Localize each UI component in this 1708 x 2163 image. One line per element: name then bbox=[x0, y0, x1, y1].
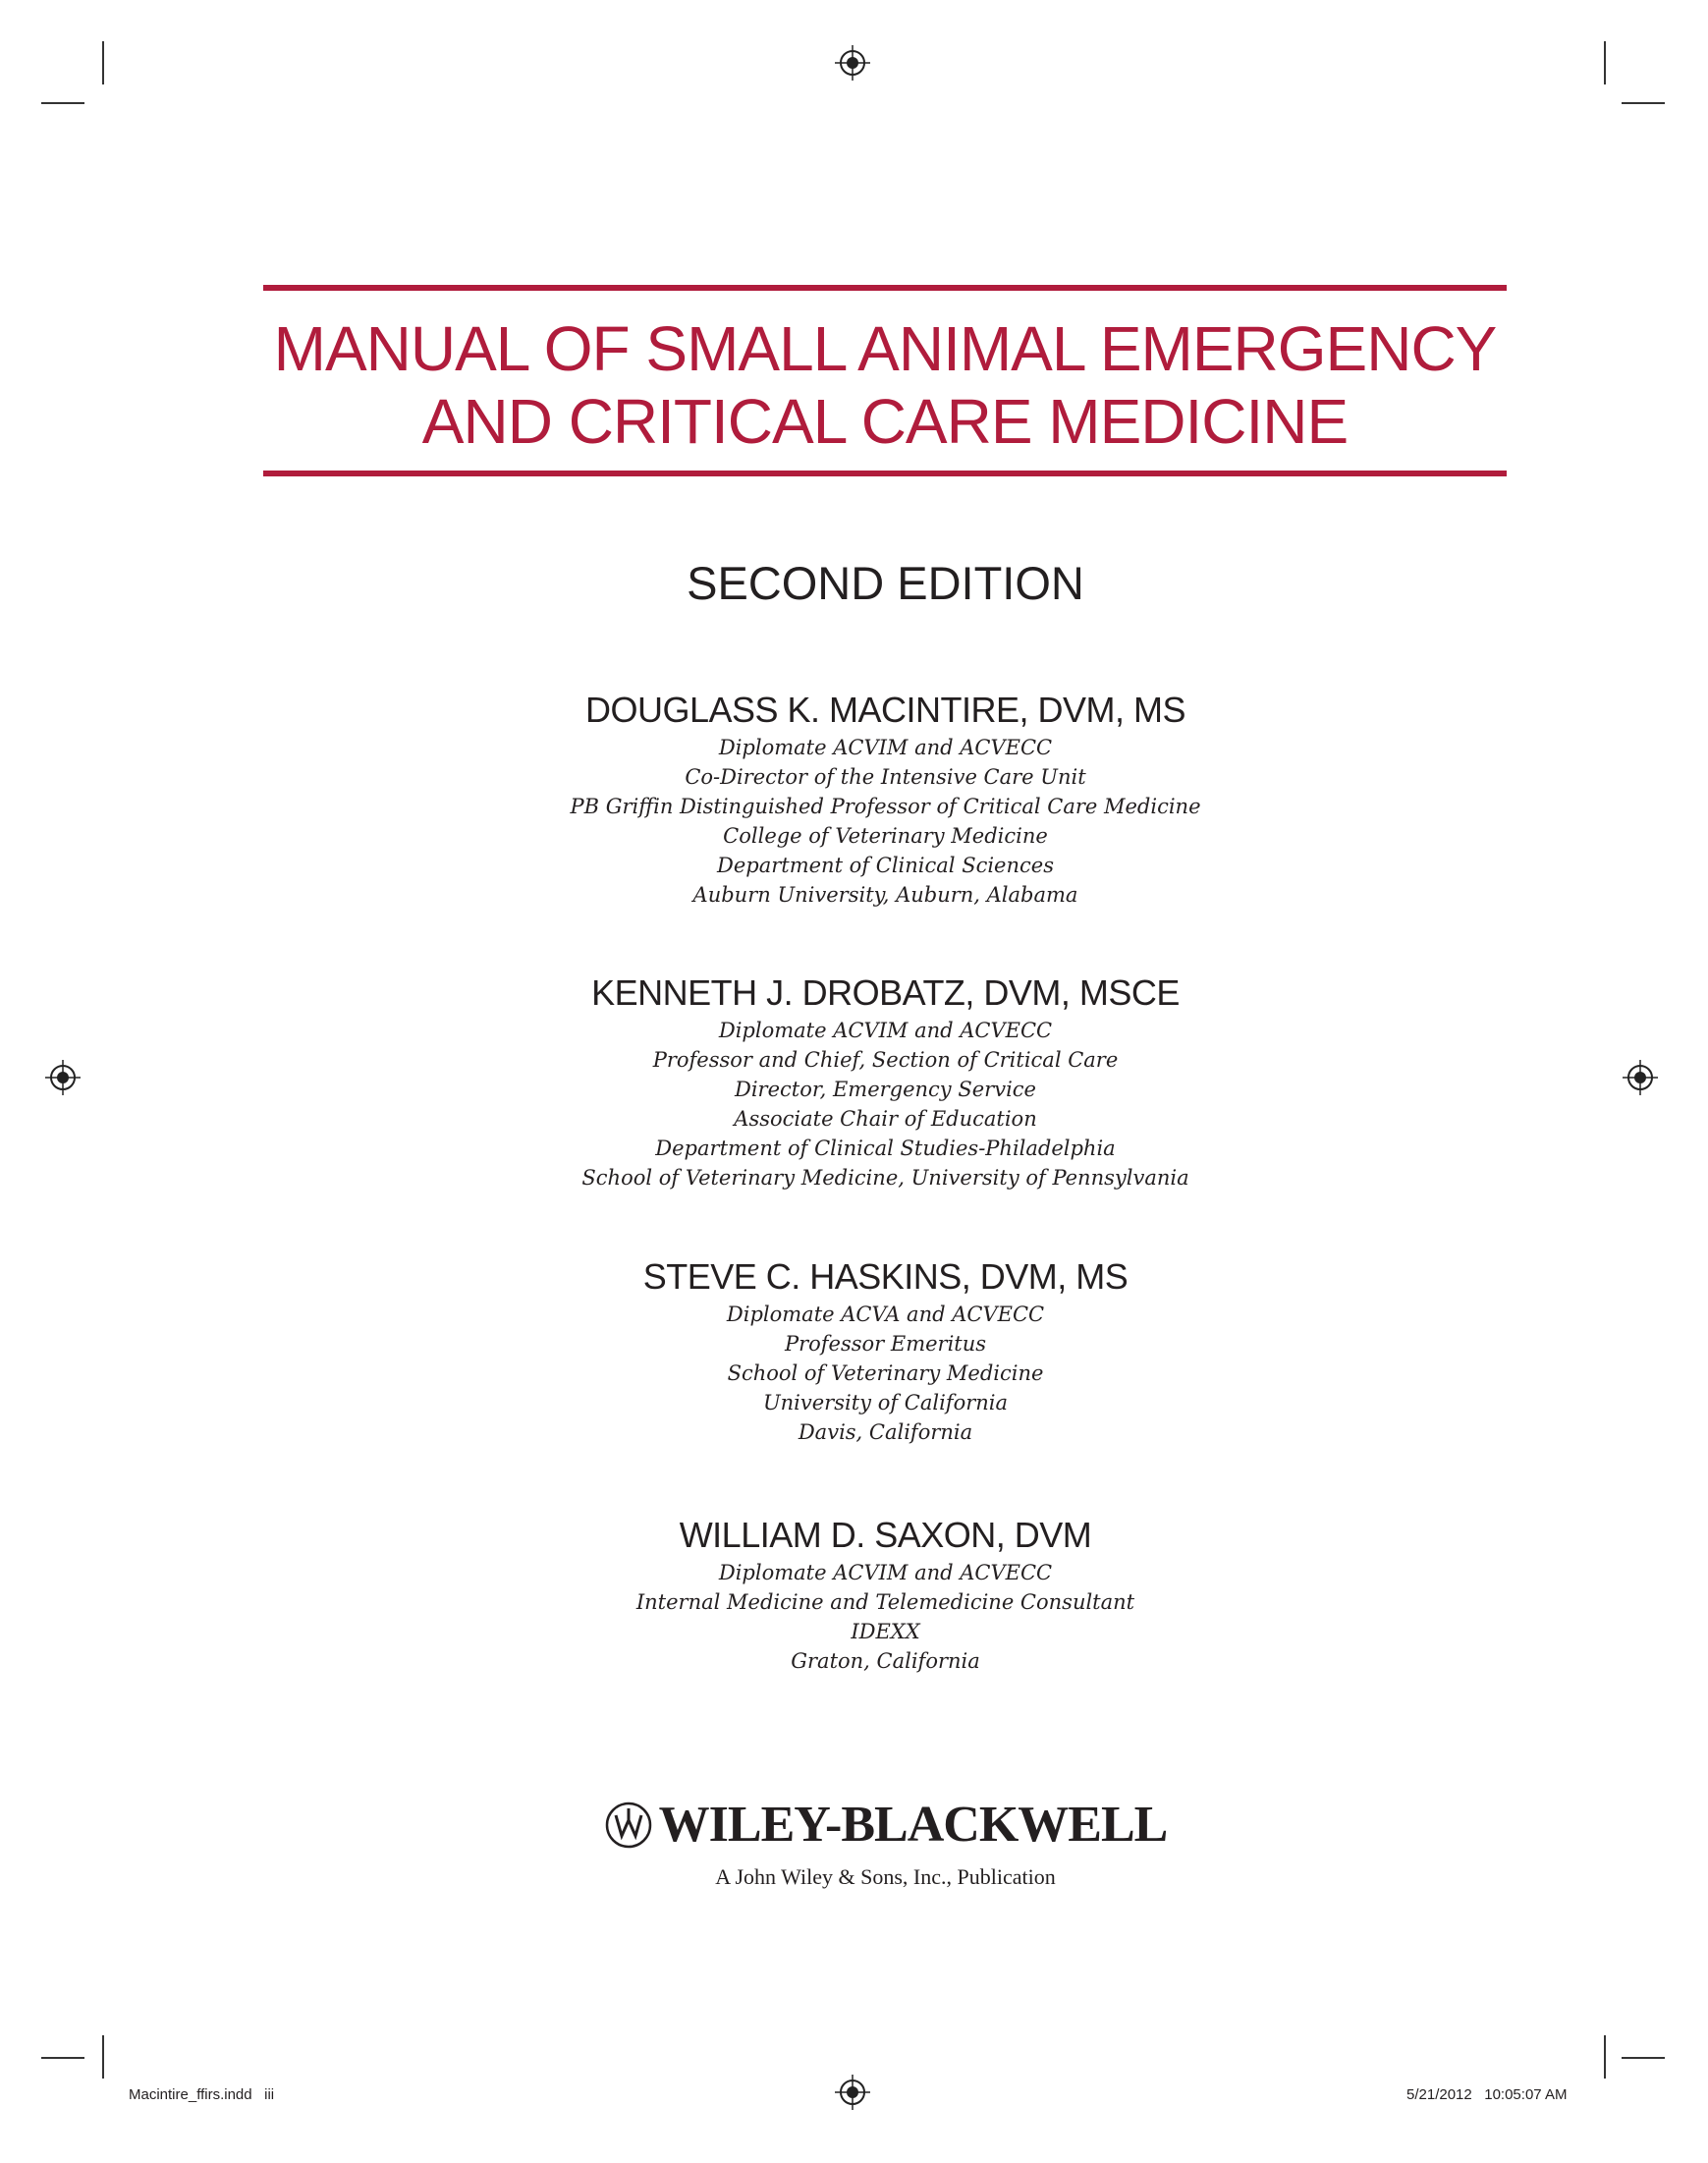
slug-timestamp: 5/21/2012 10:05:07 AM bbox=[1406, 2086, 1568, 2103]
affiliation-line: Diplomate ACVIM and ACVECC bbox=[718, 1019, 1053, 1042]
title-rule-bottom bbox=[263, 471, 1507, 476]
crop-mark-top-left-vertical bbox=[102, 41, 104, 84]
affiliation-line: Auburn University, Auburn, Alabama bbox=[692, 883, 1078, 907]
affiliation-line: PB Griffin Distinguished Professor of Critical Care Medicine bbox=[570, 795, 1201, 818]
book-title-line-1: MANUAL OF SMALL ANIMAL EMERGENCY bbox=[273, 313, 1497, 384]
wiley-logo-icon bbox=[604, 1801, 653, 1850]
edition-label: SECOND EDITION bbox=[687, 557, 1084, 609]
author-name: WILLIAM D. SAXON, DVM bbox=[679, 1515, 1092, 1555]
author-name: STEVE C. HASKINS, DVM, MS bbox=[642, 1256, 1129, 1297]
author-block bbox=[0, 688, 1708, 910]
affiliation-line: School of Veterinary Medicine, University of Pennsylvania bbox=[581, 1166, 1189, 1190]
affiliation-line: Diplomate ACVIM and ACVECC bbox=[718, 1561, 1053, 1584]
crop-mark-bottom-right-vertical bbox=[1604, 2035, 1606, 2079]
affiliation-line: University of California bbox=[762, 1391, 1009, 1414]
publisher-block bbox=[0, 1796, 1708, 1890]
author-block bbox=[0, 1254, 1708, 1447]
book-title bbox=[263, 312, 1507, 458]
affiliation-line: Diplomate ACVIM and ACVECC bbox=[718, 736, 1053, 759]
crop-mark-top-right-vertical bbox=[1604, 41, 1606, 84]
author-block bbox=[0, 971, 1708, 1192]
affiliation-line: IDEXX bbox=[851, 1620, 920, 1643]
affiliation-line: Department of Clinical Sciences bbox=[717, 854, 1054, 877]
affiliation-line: Davis, California bbox=[798, 1420, 973, 1444]
affiliation-line: School of Veterinary Medicine bbox=[727, 1361, 1044, 1385]
crop-mark-bottom-left-horizontal bbox=[41, 2057, 84, 2059]
crop-mark-top-right-horizontal bbox=[1622, 102, 1665, 104]
publisher-logo bbox=[604, 1796, 1168, 1854]
crop-mark-bottom-right-horizontal bbox=[1622, 2057, 1665, 2059]
publisher-name: WILEY-BLACKWELL bbox=[658, 1797, 1168, 1853]
affiliation-line: Internal Medicine and Telemedicine Consultant bbox=[635, 1590, 1135, 1614]
registration-mark-icon bbox=[835, 45, 870, 81]
author-block bbox=[0, 1513, 1708, 1676]
slug-filename: Macintire_ffirs.indd iii bbox=[129, 2086, 275, 2103]
author-name: KENNETH J. DROBATZ, DVM, MSCE bbox=[591, 972, 1180, 1013]
affiliation-line: Professor Emeritus bbox=[784, 1332, 987, 1356]
registration-mark-icon bbox=[835, 2075, 870, 2110]
affiliation-line: College of Veterinary Medicine bbox=[723, 824, 1048, 848]
publisher-tagline: A John Wiley & Sons, Inc., Publication bbox=[715, 1863, 1056, 1889]
affiliation-line: Professor and Chief, Section of Critical Care bbox=[652, 1048, 1119, 1072]
affiliation-line: Graton, California bbox=[791, 1649, 980, 1673]
crop-mark-top-left-horizontal bbox=[41, 102, 84, 104]
affiliation-line: Associate Chair of Education bbox=[734, 1107, 1037, 1131]
affiliation-line: Co-Director of the Intensive Care Unit bbox=[685, 765, 1086, 789]
affiliation-line: Department of Clinical Studies-Philadelphia bbox=[655, 1137, 1116, 1160]
title-rule-top bbox=[263, 285, 1507, 291]
affiliation-line: Director, Emergency Service bbox=[735, 1078, 1036, 1101]
crop-mark-bottom-left-vertical bbox=[102, 2035, 104, 2079]
affiliation-line: Diplomate ACVA and ACVECC bbox=[726, 1303, 1045, 1326]
book-title-line-2: AND CRITICAL CARE MEDICINE bbox=[421, 386, 1349, 457]
author-name: DOUGLASS K. MACINTIRE, DVM, MS bbox=[584, 690, 1186, 730]
